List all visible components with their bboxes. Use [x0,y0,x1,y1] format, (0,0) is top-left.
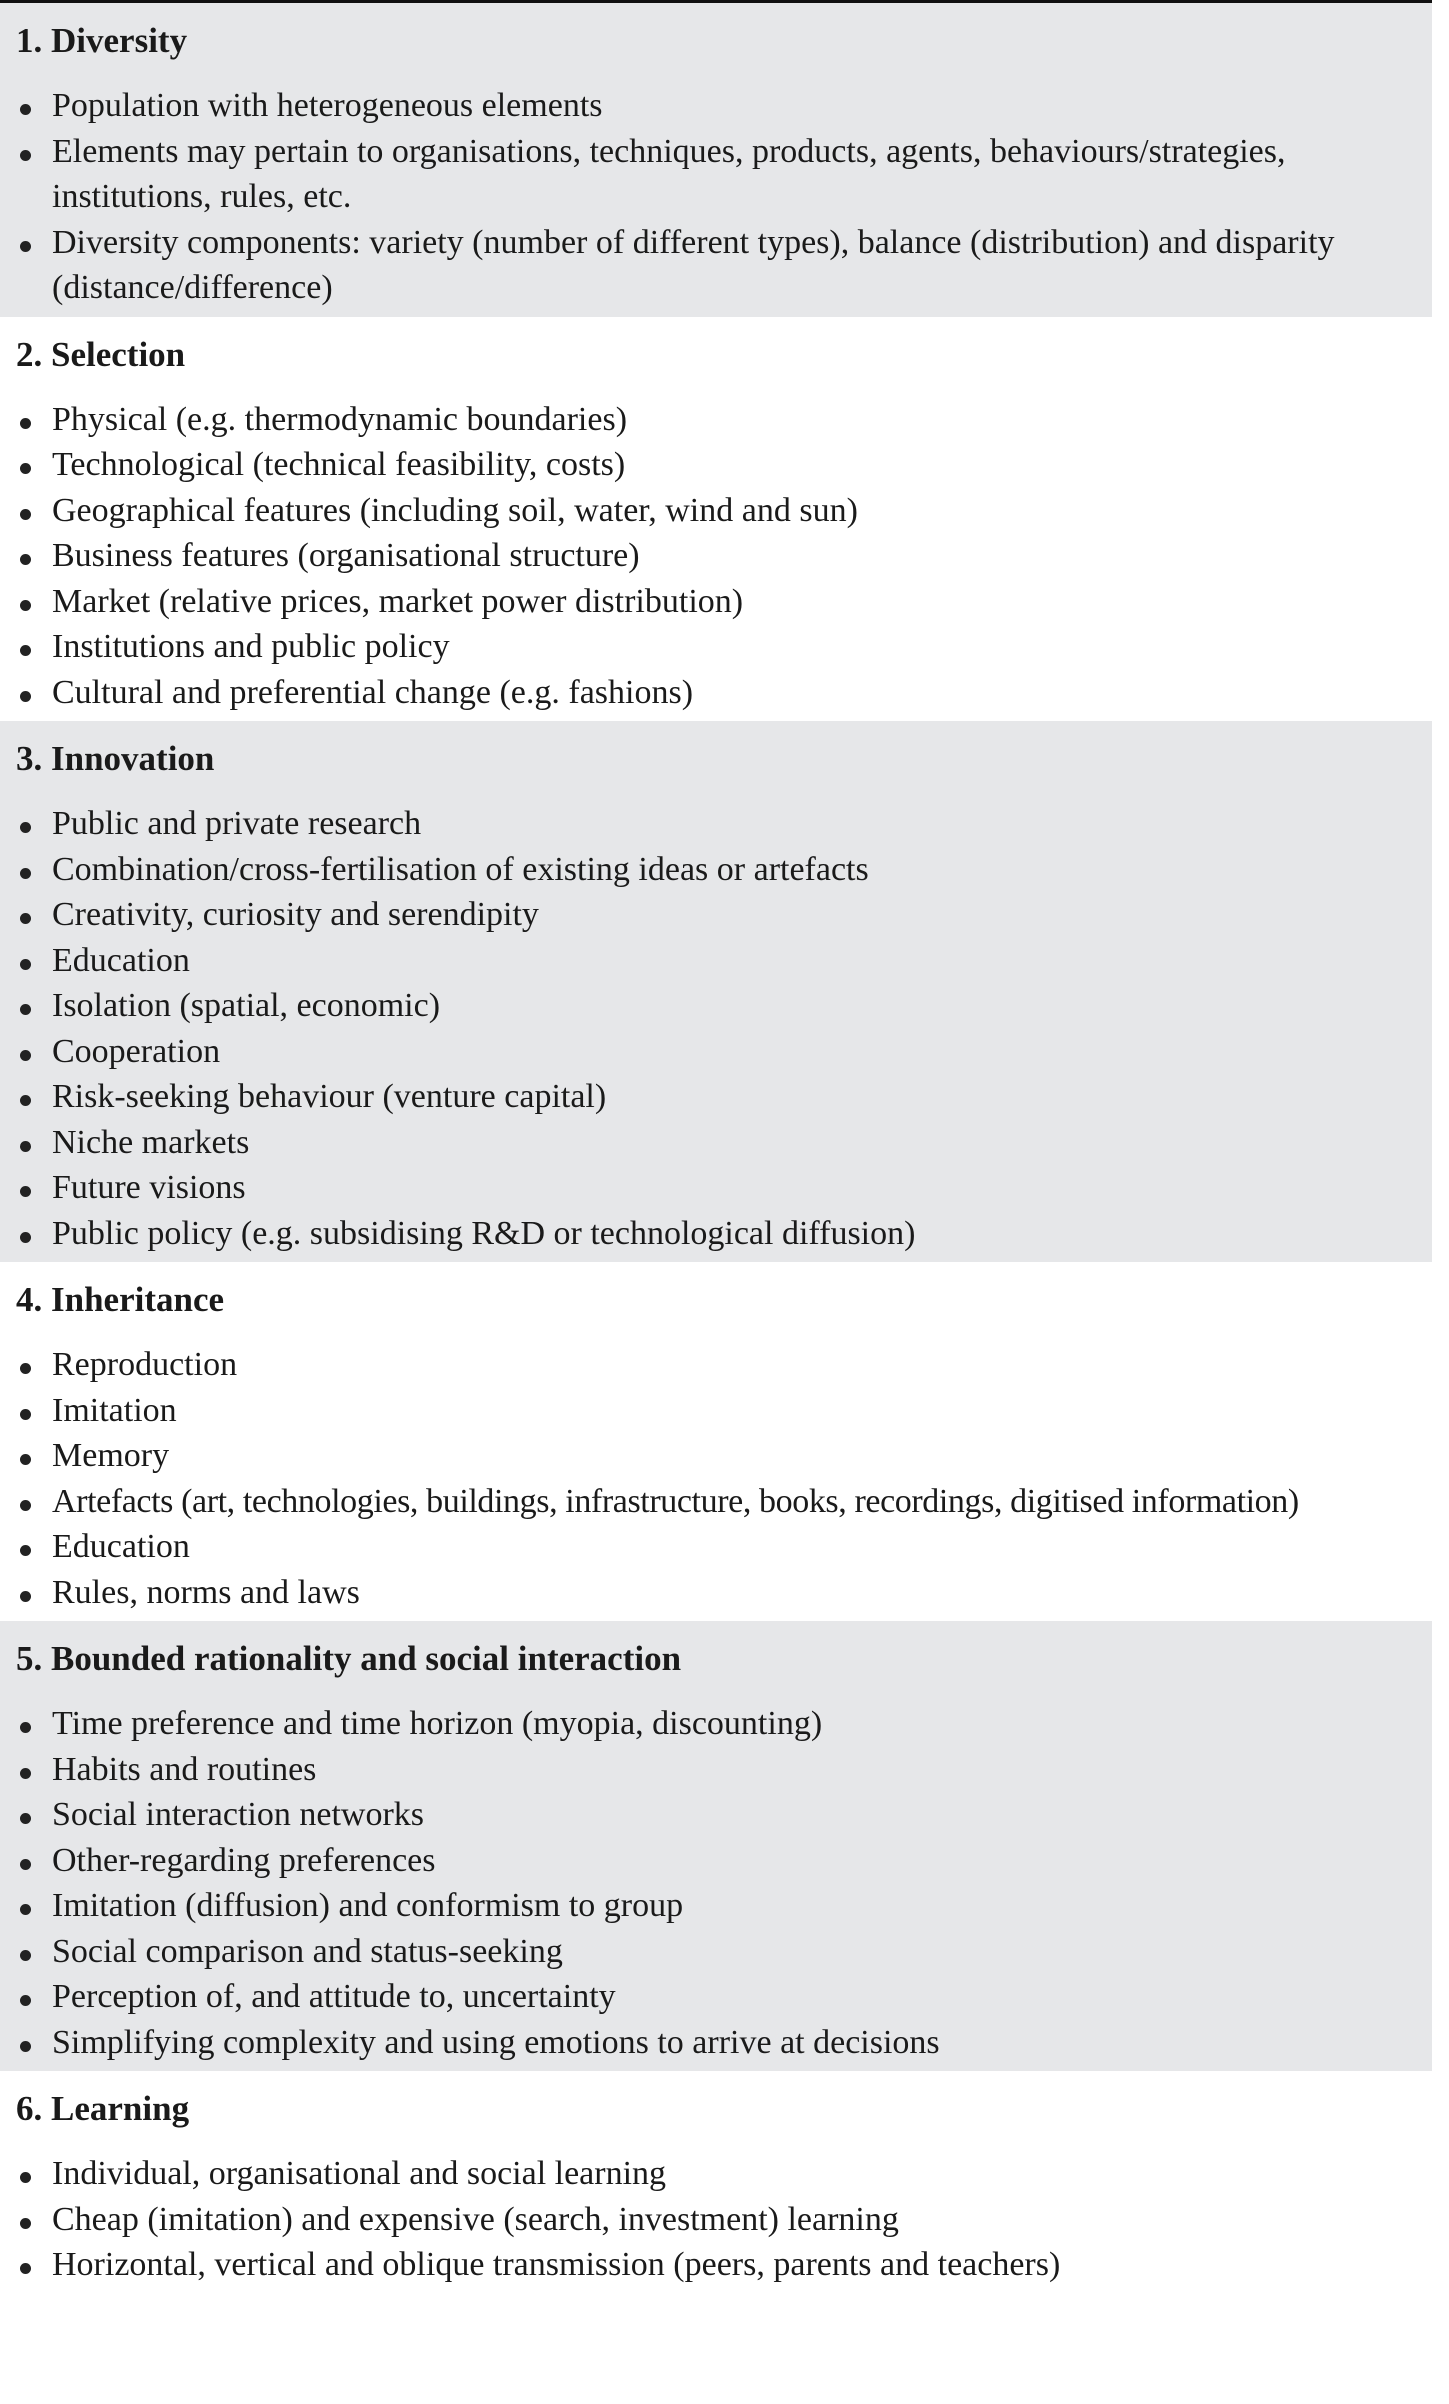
bullet-icon [20,959,31,970]
bullet-list [0,2151,1432,2288]
bullet-icon [20,2263,31,2274]
list-item [0,2151,1432,2197]
list-item-text: Elements may pertain to organisations, techniques, products, agents, behaviours/strategies, institutions, rules, etc. [52,132,1286,215]
list-item [0,397,1432,443]
list-item [0,1570,1432,1616]
bullet-icon [20,1050,31,1061]
bullet-icon [20,1904,31,1915]
list-item [0,847,1432,893]
list-item-text: Individual, organisational and social learning [52,2155,667,2192]
bullet-icon [20,1409,31,1420]
list-item [0,1929,1432,1975]
bullet-icon [20,645,31,656]
bullet-icon [20,1859,31,1870]
list-item-text: Simplifying complexity and using emotions to arrive at decisions [52,2023,940,2061]
bullet-icon [20,600,31,611]
bullet-icon [20,1813,31,1824]
list-item [0,442,1432,488]
section-inheritance [0,1262,1432,1621]
list-item-text: Rules, norms and laws [52,1573,360,1611]
list-item [0,2020,1432,2066]
list-item [0,1120,1432,1166]
bullet-icon [20,2041,31,2052]
bullet-list [0,397,1432,716]
list-item-text: Habits and routines [52,1750,317,1788]
list-item [0,1792,1432,1838]
bullet-icon [20,1232,31,1243]
list-item [0,1433,1432,1479]
list-item-text: Cooperation [52,1032,221,1070]
list-item [0,1701,1432,1747]
section-innovation [0,721,1432,1262]
list-item-text: Imitation (diffusion) and conformism to group [52,1887,684,1924]
section-title: 5. Bounded rationality and social interaction [16,1639,682,1678]
list-item [0,2242,1432,2288]
list-item-text: Business features (organisational structure) [52,537,640,574]
list-item [0,670,1432,716]
list-item-text: Memory [52,1437,170,1474]
bullet-list [0,1342,1432,1615]
bullet-icon [20,1722,31,1733]
list-item-text: Social interaction networks [52,1796,425,1833]
bullet-list [0,83,1432,311]
bullet-icon [20,1545,31,1556]
list-item-text: Horizontal, vertical and oblique transmission (peers, parents and teachers) [52,2246,1061,2283]
section-title: 2. Selection [16,334,186,374]
list-item-text: Social comparison and status-seeking [52,1932,563,1970]
bullet-icon [20,554,31,565]
list-item [0,579,1432,625]
list-item-text: Time preference and time horizon (myopia, discounting) [52,1705,823,1742]
list-item-text: Reproduction [52,1346,238,1383]
list-item-text: Risk-seeking behaviour (venture capital) [52,1078,607,1115]
bullet-icon [20,1591,31,1602]
list-item-text: Niche markets [52,1123,250,1161]
list-item-text: Future visions [52,1169,246,1206]
bullet-list [0,1701,1432,2065]
bullet-icon [20,868,31,879]
bullet-icon [20,1141,31,1152]
list-item-text: Physical (e.g. thermodynamic boundaries) [52,400,628,438]
bullet-icon [20,1950,31,1961]
section-bounded-rationality [0,1621,1432,2071]
bullet-list [0,801,1432,1256]
list-item-text: Institutions and public policy [52,628,450,665]
list-item [0,1524,1432,1570]
section-learning [0,2071,1432,2294]
bullet-icon [20,1454,31,1465]
list-item [0,1029,1432,1075]
list-item [0,1974,1432,2020]
list-item [0,1211,1432,1257]
bullet-icon [20,1995,31,2006]
list-item-text: Public policy (e.g. subsidising R&D or technological diffusion) [52,1214,916,1252]
list-item [0,488,1432,534]
list-item [0,220,1432,311]
bullet-icon [20,1500,31,1511]
list-item-text: Perception of, and attitude to, uncertainty [52,1978,616,2015]
list-item [0,938,1432,984]
list-item [0,1388,1432,1434]
list-item-text: Market (relative prices, market power distribution) [52,582,744,620]
list-item [0,533,1432,579]
list-item-text: Education [52,1528,190,1565]
list-item [0,83,1432,129]
list-item [0,892,1432,938]
list-item [0,983,1432,1029]
list-item-text: Geographical features (including soil, water, wind and sun) [52,491,858,529]
list-item-text: Cheap (imitation) and expensive (search, investment) learning [52,2200,899,2238]
list-item [0,1883,1432,1929]
bullet-icon [20,691,31,702]
list-item-text: Creativity, curiosity and serendipity [52,896,539,933]
bullet-icon [20,913,31,924]
section-title: 1. Diversity [16,21,188,60]
list-item [0,1342,1432,1388]
list-item [0,2197,1432,2243]
bullet-icon [20,1768,31,1779]
list-item-text: Isolation (spatial, economic) [52,987,441,1024]
list-item-text: Public and private research [52,805,422,842]
section-diversity [0,3,1432,317]
section-title: 3. Innovation [16,739,215,778]
list-item-text: Diversity components: variety (number of different types), balance (distribution) and disparity (distance/difference) [52,223,1335,306]
section-title: 6. Learning [16,2089,190,2128]
list-item [0,129,1432,220]
list-item [0,1074,1432,1120]
list-item [0,1165,1432,1211]
list-item [0,1747,1432,1793]
list-item [0,624,1432,670]
bullet-icon [20,241,31,252]
bullet-icon [20,418,31,429]
bullet-icon [20,104,31,115]
list-item-text: Cultural and preferential change (e.g. fashions) [52,673,694,711]
bullet-icon [20,1004,31,1015]
bullet-icon [20,2172,31,2183]
list-item [0,1838,1432,1884]
list-item-text: Technological (technical feasibility, costs) [52,446,626,483]
list-item-text: Other-regarding preferences [52,1841,436,1879]
bullet-icon [20,1095,31,1106]
list-item [0,1479,1432,1525]
bullet-icon [20,2218,31,2229]
bullet-icon [20,1186,31,1197]
list-item-text: Imitation [52,1391,177,1429]
bullet-icon [20,822,31,833]
section-title: 4. Inheritance [16,1280,225,1319]
bullet-icon [20,463,31,474]
list-item-text: Education [52,941,190,979]
bullet-icon [20,1363,31,1374]
bullet-icon [20,509,31,520]
section-selection [0,317,1432,722]
list-item-text: Combination/cross-fertilisation of existing ideas or artefacts [52,850,869,888]
bullet-icon [20,150,31,161]
list-item-text: Artefacts (art, technologies, buildings, infrastructure, books, recordings, digitised information) [52,1482,1299,1520]
list-item-text: Population with heterogeneous elements [52,87,603,124]
list-item [0,801,1432,847]
